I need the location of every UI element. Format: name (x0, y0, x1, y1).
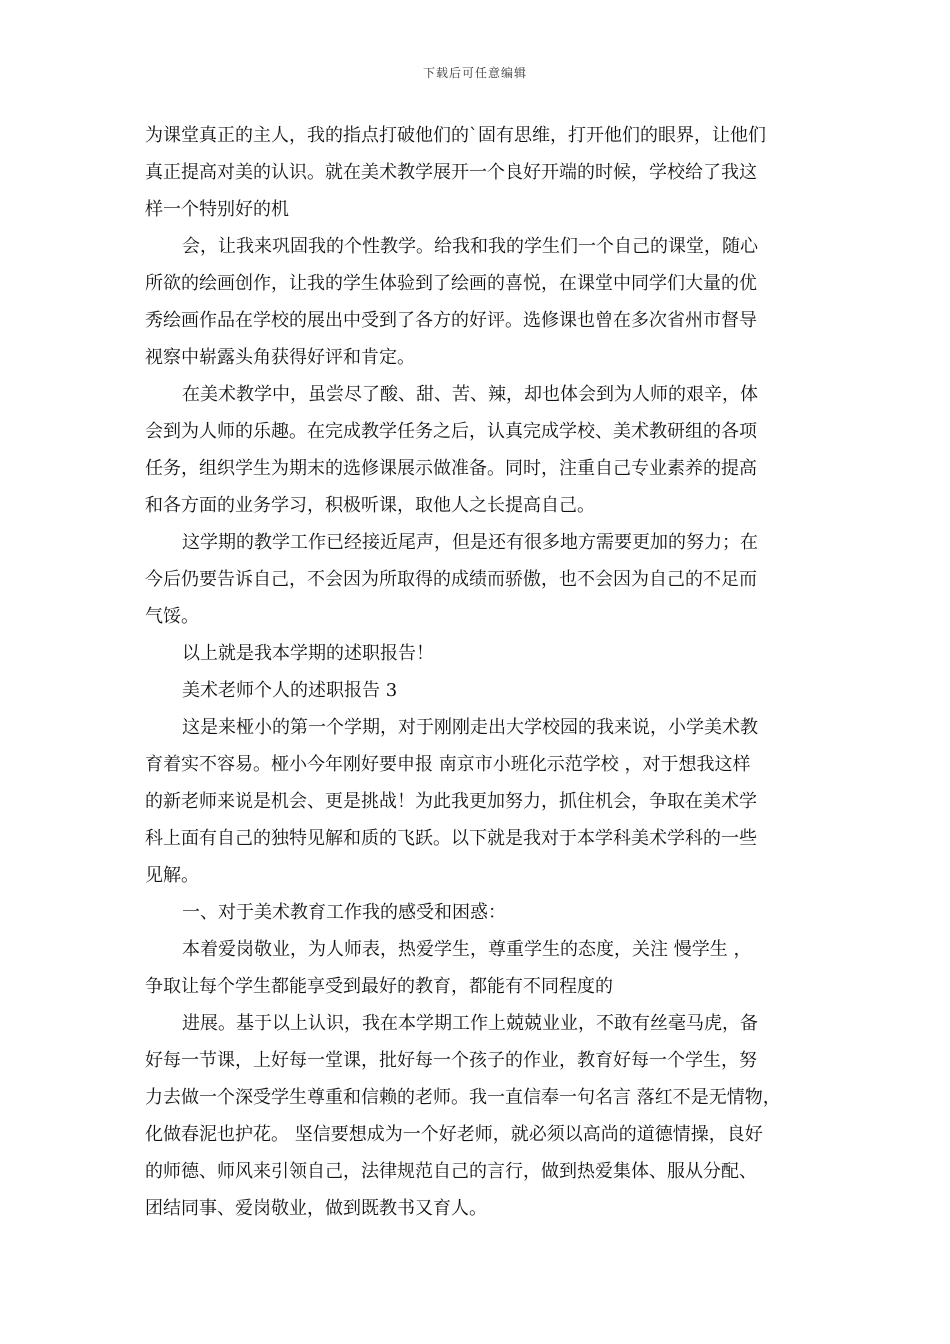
text-line: 本着爱岗敬业，为人师表，热爱学生，尊重学生的态度，关注 慢学生 ， (182, 939, 752, 960)
text-line: 力去做一个深受学生尊重和信赖的老师。我一直信奉一句名言 落红不是无情物， (145, 1087, 781, 1108)
text-line: 进展。基于以上认识，我在本学期工作上兢兢业业，不敢有丝毫马虎，备 (182, 1013, 758, 1034)
text-line: 这学期的教学工作已经接近尾声，但是还有很多地方需要更加的努力；在 (182, 532, 758, 553)
text-line: 以上就是我本学期的述职报告！ (182, 643, 434, 664)
text-line: 团结同事、爱岗敬业，做到既教书又育人。 (145, 1198, 487, 1219)
document-body (145, 117, 815, 1227)
text-line: 争取让每个学生都能享受到最好的教育，都能有不同程度的 (145, 976, 613, 997)
text-line: 会，让我来巩固我的个性教学。给我和我的学生们一个自己的课堂，随心 (182, 236, 758, 257)
text-line: 和各方面的业务学习，积极听课，取他人之长提高自己。 (145, 495, 595, 516)
page-header: 下载后可任意编辑 (422, 66, 527, 80)
text-line: 在美术教学中，虽尝尽了酸、甜、苦、辣，却也体会到为人师的艰辛，体 (182, 384, 758, 405)
text-line: 样一个特别好的机 (145, 199, 289, 220)
text-line: 化做春泥也护花。 坚信要想成为一个好老师，就必须以高尚的道德情操，良好 (145, 1124, 763, 1145)
text-line: 好每一节课，上好每一堂课，批好每一个孩子的作业，教育好每一个学生，努 (145, 1050, 757, 1071)
text-line: 的新老师来说是机会、更是挑战！为此我更加努力，抓住机会，争取在美术学 (145, 791, 757, 812)
text-line: 见解。 (145, 865, 199, 886)
text-line: 为课堂真正的主人，我的指点打破他们的`固有思维，打开他们的眼界，让他们 (145, 125, 766, 146)
text-line: 的师德、师风来引领自己，法律规范自己的言行，做到热爱集体、服从分配、 (145, 1161, 757, 1182)
text-line: 会到为人师的乐趣。在完成教学任务之后，认真完成学校、美术教研组的各项 (145, 421, 757, 442)
text-line: 一、对于美术教育工作我的感受和困惑： (182, 902, 506, 923)
text-line: 今后仍要告诉自己，不会因为所取得的成绩而骄傲，也不会因为自己的不足而 (145, 569, 757, 590)
text-line: 真正提高对美的认识。就在美术教学展开一个良好开端的时候，学校给了我这 (145, 162, 757, 183)
text-line: 科上面有自己的独特见解和质的飞跃。以下就是我对于本学科美术学科的一些 (145, 828, 757, 849)
text-line: 视察中崭露头角获得好评和肯定。 (145, 347, 415, 368)
text-line: 任务，组织学生为期末的选修课展示做准备。同时，注重自己专业素养的提高 (145, 458, 757, 479)
text-line: 秀绘画作品在学校的展出中受到了各方的好评。选修课也曾在多次省州市督导 (145, 310, 757, 331)
text-line: 气馁。 (145, 606, 199, 627)
text-line: 这是来桠小的第一个学期，对于刚刚走出大学校园的我来说，小学美术教 (182, 717, 758, 738)
text-line: 所欲的绘画创作，让我的学生体验到了绘画的喜悦，在课堂中同学们大量的优 (145, 273, 757, 294)
text-line: 育着实不容易。桠小今年刚好要申报 南京市小班化示范学校 ，对于想我这样 (145, 754, 751, 775)
text-line: 美术老师个人的述职报告 3 (182, 680, 398, 701)
